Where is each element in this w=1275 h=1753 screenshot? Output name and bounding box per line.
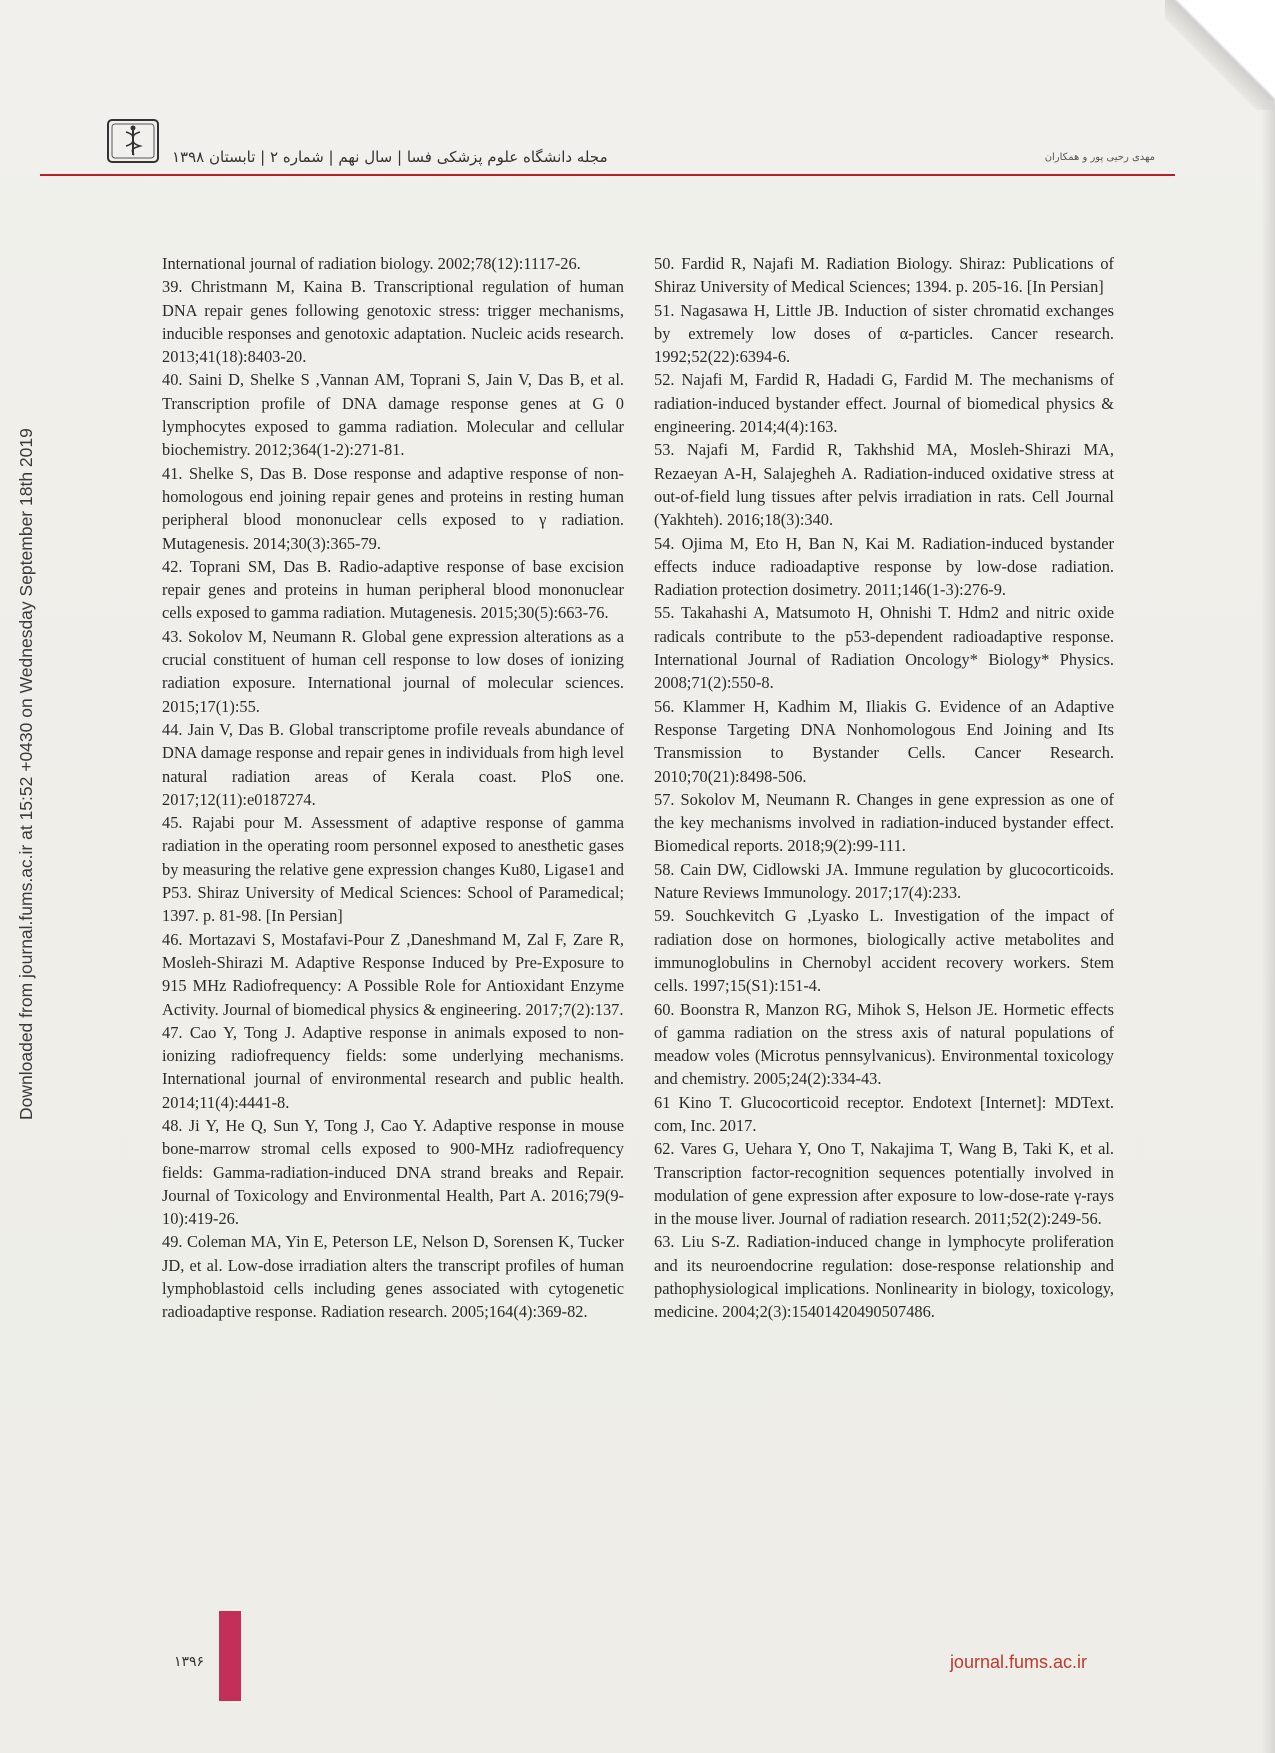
page-corner-fold [1165, 0, 1275, 110]
reference-entry: 57. Sokolov M, Neumann R. Changes in gene expression as one of the key mechanisms involved in radiation-induced bystander effect. Biomedical reports. 2018;9(2):99-111. [654, 789, 1114, 856]
reference-entry: 50. Fardid R, Najafi M. Radiation Biology. Shiraz: Publications of Shiraz University of Medical Sciences; 1394. p. 205-16. [In Persian] [654, 254, 1114, 297]
reference-entry: 44. Jain V, Das B. Global transcriptome profile reveals abundance of DNA damage response and repair genes in individuals from high level natural radiation areas of Kerala coast. PloS one. 2017;12(11):e0187274. [162, 719, 624, 809]
reference-entry: 54. Ojima M, Eto H, Ban N, Kai M. Radiation-induced bystander effects induce radioadaptive response by low-dose radiation. Radiation protection dosimetry. 2011;146(1-3):276-9. [654, 533, 1114, 600]
reference-entry: 42. Toprani SM, Das B. Radio-adaptive response of base excision repair genes and proteins in human peripheral blood mononuclear cells exposed to gamma radiation. Mutagenesis. 2015;30(5):663-76. [162, 556, 624, 623]
reference-entry: 61 Kino T. Glucocorticoid receptor. Endotext [Internet]: MDText. com, Inc. 2017. [654, 1092, 1114, 1135]
reference-entry: 63. Liu S-Z. Radiation-induced change in lymphocyte proliferation and its neuroendocrine regulation: dose-response relationship and pathophysiological implications. Nonlinearity in biology, toxicology, medicine. 2004;2(3):15401420490507486. [654, 1232, 1114, 1322]
journal-title: مجله دانشگاه علوم پزشکی فسا | سال نهم | شماره ۲ | تابستان ۱۳۹۸ [172, 148, 608, 166]
reference-entry: 48. Ji Y, He Q, Sun Y, Tong J, Cao Y. Adaptive response in mouse bone-marrow stromal cells exposed to 900-MHz radiofrequency fields: Gamma-radiation-induced DNA strand breaks and Repair. Journal of Toxicology and Environmental Health, Part A. 2016;79(9-10):419-26. [162, 1115, 624, 1229]
reference-entry: 47. Cao Y, Tong J. Adaptive response in animals exposed to non-ionizing radiofrequency fields: some underlying mechanisms. International journal of environmental research and public health. 2014;11(4):4441-8. [162, 1022, 624, 1112]
reference-entry: 43. Sokolov M, Neumann R. Global gene expression alterations as a crucial constituent of human cell response to low doses of ionizing radiation exposure. International journal of molecular sciences. 2015;17(1):55. [162, 626, 624, 716]
reference-entry: 51. Nagasawa H, Little JB. Induction of sister chromatid exchanges by extremely low doses of α-particles. Cancer research. 1992;52(22):6394-6. [654, 300, 1114, 367]
reference-entry: 60. Boonstra R, Manzon RG, Mihok S, Helson JE. Hormetic effects of gamma radiation on the stress axis of natural populations of meadow voles (Microtus pennsylvanicus). Environmental toxicology and chemistry. 2005;24(2):334-43. [654, 999, 1114, 1089]
page-header [40, 112, 1175, 176]
page-edge-shadow [1261, 100, 1275, 1753]
reference-entry: 53. Najafi M, Fardid R, Takhshid MA, Mosleh-Shirazi MA, Rezaeyan A-H, Salajegheh A. Radiation-induced oxidative stress at out-of-field lung tissues after pelvis irradiation in rats. Cell Journal (Yakhteh). 2016;18(3):340. [654, 440, 1114, 530]
references-left-column [162, 252, 624, 1324]
reference-entry: 40. Saini D, Shelke S ,Vannan AM, Toprani S, Jain V, Das B, et al. Transcription profile of DNA damage response genes at G 0 lymphocytes exposed to gamma radiation. Molecular and cellular biochemistry. 2012;364(1-2):271-81. [162, 370, 624, 460]
download-notice: Downloaded from journal.fums.ac.ir at 15:52 +0430 on Wednesday September 18th 2019 [16, 428, 36, 1120]
reference-entry: 39. Christmann M, Kaina B. Transcriptional regulation of human DNA repair genes following genotoxic stress: trigger mechanisms, inducible responses and genotoxic adaptation. Nucleic acids research. 2013;41(18):8403-20. [162, 277, 624, 367]
reference-entry: 49. Coleman MA, Yin E, Peterson LE, Nelson D, Sorensen K, Tucker JD, et al. Low-dose irradiation alters the transcript profiles of human lymphoblastoid cells including genes associated with cytogenetic radioadaptive response. Radiation research. 2005;164(4):369-82. [162, 1232, 624, 1322]
references-right-column [654, 252, 1114, 1324]
footer-url-link[interactable]: journal.fums.ac.ir [949, 1652, 1087, 1672]
reference-entry: 41. Shelke S, Das B. Dose response and adaptive response of non-homologous end joining repair genes and proteins in resting human peripheral blood mononuclear cells exposed to γ radiation. Mutagenesis. 2014;30(3):365-79. [162, 463, 624, 553]
reference-entry: 58. Cain DW, Cidlowski JA. Immune regulation by glucocorticoids. Nature Reviews Immunology. 2017;17(4):233. [654, 859, 1114, 903]
reference-entry: 59. Souchkevitch G ,Lyasko L. Investigation of the impact of radiation dose on hormones, biologically active metabolites and immunoglobulins in Chernobyl accident recovery workers. Stem cells. 1997;15(S1):151-4. [654, 906, 1114, 996]
journal-seal-icon [106, 118, 160, 164]
reference-entry: 52. Najafi M, Fardid R, Hadadi G, Fardid M. The mechanisms of radiation-induced bystander effect. Journal of biomedical physics & engineering. 2014;4(4):163. [654, 370, 1114, 437]
reference-entry: 45. Rajabi pour M. Assessment of adaptive response of gamma radiation in the operating room personnel exposed to anesthetic gases by measuring the relative gene expression changes Ku80, Ligase1 and P53. Shiraz University of Medical Sciences: School of Paramedical; 1397. p. 81-98. [In Persian] [162, 813, 624, 926]
header-rule [40, 174, 1175, 176]
reference-entry: 62. Vares G, Uehara Y, Ono T, Nakajima T, Wang B, Taki K, et al. Transcription factor-recognition sequences potentially involved in modulation of gene expression after exposure to low-dose-rate γ-rays in the mouse liver. Journal of radiation research. 2011;52(2):249-56. [654, 1139, 1114, 1229]
page-number: ۱۳۹۶ [174, 1654, 205, 1670]
reference-entry: 56. Klammer H, Kadhim M, Iliakis G. Evidence of an Adaptive Response Targeting DNA Nonhomologous End Joining and Its Transmission to Bystander Cells. Cancer Research. 2010;70(21):8498-506. [654, 696, 1114, 786]
footer-accent-bar [219, 1611, 241, 1701]
running-authors: مهدی رحیی پور و همکاران [1044, 152, 1155, 163]
reference-entry: 55. Takahashi A, Matsumoto H, Ohnishi T. Hdm2 and nitric oxide radicals contribute to the p53-dependent radioadaptive response. International Journal of Radiation Oncology* Biology* Physics. 2008;71(2):550-8. [654, 603, 1114, 693]
reference-entry: 46. Mortazavi S, Mostafavi-Pour Z ,Daneshmand M, Zal F, Zare R, Mosleh-Shirazi M. Adaptive Response Induced by Pre-Exposure to 915 MHz Radiofrequency: A Possible Role for Antioxidant Enzyme Activity. Journal of biomedical physics & engineering. 2017;7(2):137. [162, 929, 624, 1019]
reference-entry: International journal of radiation biology. 2002;78(12):1117-26. [162, 254, 581, 273]
